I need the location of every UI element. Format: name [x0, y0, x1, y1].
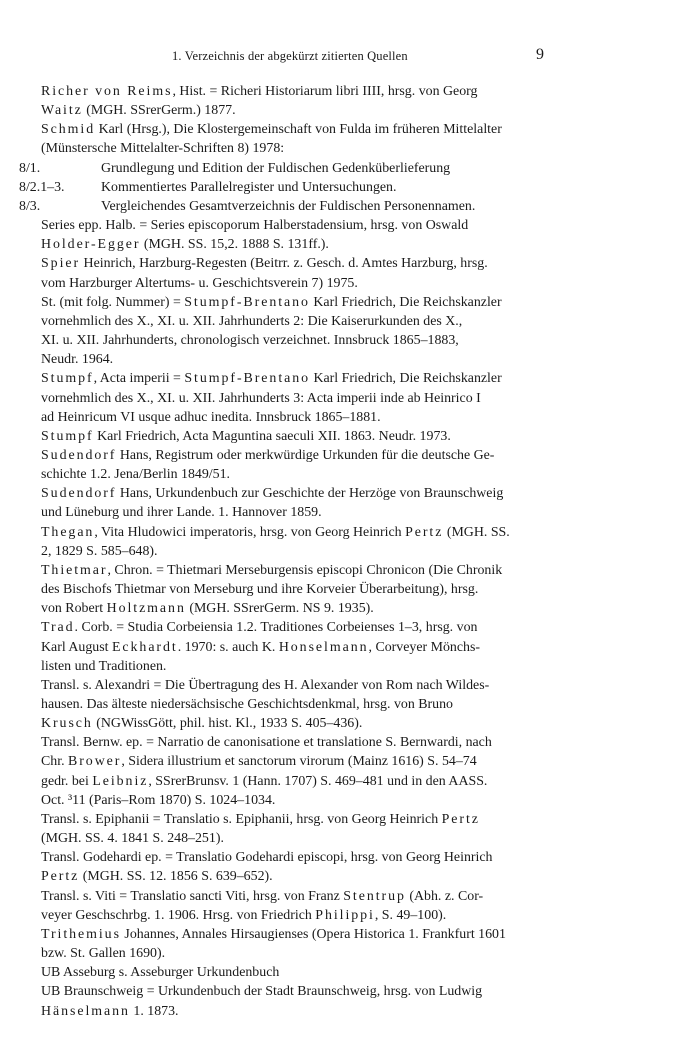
spaced-author-name: Brower — [68, 754, 122, 770]
entry-line — [41, 887, 548, 906]
entry-text: UB Asseburg s. Asseburger Urkundenbuch — [41, 965, 280, 981]
entry-text: (MGH. SS. — [443, 524, 510, 540]
entry-text: gedr. bei — [41, 773, 93, 789]
entry-text: (MGH. SSrerGerm. NS 9. 1935). — [185, 601, 374, 617]
entry-line — [41, 618, 548, 637]
spaced-author-name: Waitz — [41, 103, 83, 119]
entry-line — [41, 733, 548, 752]
bibliography-entry — [41, 446, 548, 484]
sub-volume-item — [19, 159, 548, 178]
entry-line — [41, 101, 548, 120]
spaced-author-name: Thietmar — [41, 562, 108, 578]
entry-line — [41, 944, 548, 963]
spaced-author-name: Trad — [41, 620, 75, 636]
entry-line — [41, 389, 548, 408]
sub-volume-number: 8/3. — [19, 198, 41, 214]
entry-line — [41, 446, 548, 465]
entry-text: Karl (Hrsg.), Die Klostergemeinschaft von Fulda im früheren Mittelalter — [95, 122, 502, 138]
entry-text: Transl. Godehardi ep. = Translatio Godehardi episcopi, hrsg. von Georg Heinrich — [41, 850, 493, 866]
spaced-author-name: Sudendorf — [41, 486, 117, 502]
entry-text: Neudr. 1964. — [41, 352, 114, 368]
running-head-title: 1. Verzeichnis der abgekürzt zitierten Quellen — [172, 49, 408, 63]
entry-text: Series epp. Halb. = Series episcoporum Halberstadensium, hrsg. von Oswald — [41, 218, 469, 234]
entry-text: vornehmlich des X., XI. u. XII. Jahrhunderts 2: Die Kaiserurkunden des X., — [41, 313, 463, 329]
page-number: 9 — [536, 46, 544, 63]
sub-volume-item — [19, 178, 548, 197]
entry-text: Transl. s. Viti = Translatio sancti Viti, hrsg. von Franz — [41, 888, 344, 904]
spaced-author-name: Philippi — [315, 907, 375, 923]
entry-line — [41, 848, 548, 867]
entry-text: , S. 49–100). — [374, 907, 447, 923]
running-head — [0, 47, 700, 67]
spaced-author-name: Stentrup — [343, 888, 406, 904]
bibliography-entry — [41, 216, 548, 254]
spaced-author-name: Stumpf-Brentano — [184, 371, 311, 387]
spaced-author-name: Richer von Reims — [41, 84, 173, 99]
bibliography-entry — [41, 676, 548, 733]
entry-line — [41, 599, 548, 618]
bibliography-entry — [41, 810, 548, 848]
spaced-author-name: Spier — [41, 256, 81, 272]
entry-line — [41, 810, 548, 829]
spaced-author-name: Hänselmann — [41, 1003, 130, 1019]
entry-text: vornehmlich des X., XI. u. XII. Jahrhunderts 3: Acta imperii inde ab Heinrico I — [41, 390, 481, 406]
entry-text: 2, 1829 S. 585–648). — [41, 543, 158, 559]
entry-text: des Bischofs Thietmar von Merseburg und ihre Korveier Überarbeitung), hrsg. — [41, 582, 479, 598]
entry-text: veyer Geschschrbg. 1. 1906. Hrsg. von Friedrich — [41, 907, 316, 923]
entry-line — [41, 427, 548, 446]
spaced-author-name: Schmid — [41, 122, 96, 138]
entry-line — [41, 408, 548, 427]
entry-text: Hans, Urkundenbuch zur Geschichte der Herzöge von Braunschweig — [116, 486, 504, 502]
spaced-author-name: Holtzmann — [106, 601, 186, 617]
entry-line — [41, 523, 548, 542]
bibliography-entry — [41, 254, 548, 292]
spaced-author-name: Eckhardt — [112, 639, 178, 655]
entry-text: Hans, Registrum oder merkwürdige Urkunden für die deutsche Ge- — [116, 447, 495, 463]
entry-text: Chr. — [41, 754, 69, 770]
entry-line — [41, 791, 548, 810]
entry-line — [41, 867, 548, 886]
entry-line — [41, 714, 548, 733]
bibliography-entry — [41, 733, 548, 810]
entry-line — [41, 484, 548, 503]
entry-text: , Acta imperii = — [93, 371, 185, 387]
entry-line — [41, 369, 548, 388]
spaced-author-name: Stumpf — [41, 371, 94, 387]
entry-line — [41, 829, 548, 848]
entry-text: (MGH. SS. 15,2. 1888 S. 131ff.). — [140, 237, 329, 253]
entry-text: (MGH. SS. 12. 1856 S. 639–652). — [79, 869, 273, 885]
entry-line — [41, 752, 548, 771]
entry-text: , Hist. = Richeri Historiarum libri IIII, hrsg. von Georg — [172, 84, 478, 99]
entry-text: ad Heinricum VI usque adhuc inedita. Innsbruck 1865–1881. — [41, 409, 381, 425]
bibliography-entry — [41, 618, 548, 675]
entry-text: , Chron. = Thietmari Merseburgensis episcopi Chronicon (Die Chronik — [107, 562, 503, 578]
spaced-author-name: Honselmann — [278, 639, 369, 655]
entry-line — [41, 676, 548, 695]
entry-text: Transl. Bernw. ep. = Narratio de canonisatione et translatione S. Bernwardi, nach — [41, 735, 492, 751]
entry-text: (Münstersche Mittelalter-Schriften 8) 1978: — [41, 141, 285, 157]
bibliography-entry — [19, 120, 548, 216]
entry-line — [41, 274, 548, 293]
sub-volume-title: Kommentiertes Parallelregister und Untersuchungen. — [101, 179, 397, 195]
entry-line — [41, 350, 548, 369]
entry-text: (NGWissGött, phil. hist. Kl., 1933 S. 405–436). — [92, 716, 363, 732]
entry-line — [41, 925, 548, 944]
spaced-author-name: Trithemius — [41, 926, 121, 942]
entry-text: und Lüneburg und ihrer Lande. 1. Hannover 1859. — [41, 505, 322, 521]
entry-line — [41, 312, 548, 331]
entry-text: . 1970: s. auch K. — [177, 639, 279, 655]
spaced-author-name: Thegan — [41, 524, 95, 540]
entry-line — [41, 561, 548, 580]
entry-text: Oct. ³11 (Paris–Rom 1870) S. 1024–1034. — [41, 792, 276, 808]
entry-line — [41, 638, 548, 657]
entry-text: . Corb. = Studia Corbeiensia 1.2. Traditiones Corbeienses 1–3, hrsg. von — [74, 620, 478, 636]
bibliography-entry — [41, 293, 548, 370]
entry-text: Karl Friedrich, Die Reichskanzler — [309, 294, 502, 310]
entry-text: Karl August — [41, 639, 112, 655]
entry-text: vom Harzburger Altertums- u. Geschichtsverein 7) 1975. — [41, 275, 358, 291]
bibliography-entry — [41, 561, 548, 618]
bibliography-entry — [41, 887, 548, 925]
entry-line — [41, 906, 548, 925]
bibliography-entry — [41, 982, 548, 1020]
entry-line — [41, 254, 548, 273]
bibliography-entry — [41, 848, 548, 886]
entry-line — [41, 542, 548, 561]
sub-volume-item — [19, 197, 548, 216]
entry-text: Johannes, Annales Hirsaugienses (Opera Historica 1. Frankfurt 1601 — [120, 926, 506, 942]
entry-line — [41, 772, 548, 791]
entry-text: St. (mit folg. Nummer) = — [41, 294, 185, 310]
entry-line — [41, 695, 548, 714]
entry-line — [41, 82, 548, 101]
entry-text: schichte 1.2. Jena/Berlin 1849/51. — [41, 467, 231, 483]
entry-text: Transl. s. Epiphanii = Translatio s. Epiphanii, hrsg. von Georg Heinrich — [41, 811, 442, 827]
spaced-author-name: Pertz — [41, 869, 80, 885]
spaced-author-name: Holder-Egger — [41, 237, 141, 253]
entry-line — [41, 465, 548, 484]
entry-text: hausen. Das älteste niedersächsische Geschichtsdenkmal, hrsg. von Bruno — [41, 697, 453, 712]
sub-volume-title: Grundlegung und Edition der Fuldischen Gedenküberlieferung — [101, 160, 451, 176]
entry-text: , Sidera illustrium et sanctorum virorum (Mainz 1616) S. 54–74 — [121, 754, 477, 770]
entry-line — [41, 963, 548, 982]
spaced-author-name: Sudendorf — [41, 447, 117, 463]
spaced-author-name: Stumpf-Brentano — [184, 294, 310, 310]
spaced-author-name: Pertz — [441, 811, 480, 827]
entry-text: Karl Friedrich, Acta Maguntina saeculi XII. 1863. Neudr. 1973. — [93, 428, 451, 444]
entry-text: Karl Friedrich, Die Reichskanzler — [310, 371, 502, 387]
entry-text: UB Braunschweig = Urkundenbuch der Stadt Braunschweig, hrsg. von Ludwig — [41, 984, 483, 1000]
spaced-author-name: Stumpf — [41, 428, 94, 444]
entry-text: von Robert — [41, 601, 107, 617]
entry-text: (MGH. SSrerGerm.) 1877. — [82, 103, 236, 119]
entry-text: (MGH. SS. 4. 1841 S. 248–251). — [41, 831, 224, 847]
sub-volume-number: 8/2.1–3. — [19, 179, 65, 195]
entry-line — [41, 216, 548, 235]
entry-text: , Vita Hludowici imperatoris, hrsg. von Georg Heinrich — [94, 524, 406, 540]
entry-line — [41, 1002, 548, 1021]
entry-text: (Abh. z. Cor- — [405, 888, 484, 904]
bibliography-entry — [41, 484, 548, 522]
entry-line — [41, 503, 548, 522]
bibliography-entry — [41, 427, 548, 446]
entry-text: listen und Traditionen. — [41, 658, 167, 674]
bibliography-entry — [41, 963, 548, 982]
bibliography-entry — [41, 925, 548, 963]
entry-text: , SSrerBrunsv. 1 (Hann. 1707) S. 469–481 und in den AASS. — [148, 773, 488, 789]
sub-volume-number: 8/1. — [19, 160, 41, 176]
bibliography-entry — [41, 369, 548, 426]
spaced-author-name: Krusch — [41, 716, 93, 732]
bibliography-list — [19, 82, 548, 1021]
entry-text: , Corveyer Mönchs- — [368, 639, 480, 655]
entry-text: Transl. s. Alexandri = Die Übertragung des H. Alexander von Rom nach Wildes- — [41, 677, 490, 693]
entry-line — [41, 657, 548, 676]
entry-line — [41, 331, 548, 350]
entry-text: Heinrich, Harzburg-Regesten (Beitrr. z. Gesch. d. Amtes Harzburg, hrsg. — [80, 256, 488, 272]
entry-text: 1. 1873. — [129, 1003, 179, 1019]
entry-line — [41, 982, 548, 1001]
spaced-author-name: Pertz — [405, 524, 444, 540]
spaced-author-name: Leibniz — [92, 773, 149, 789]
entry-line — [41, 580, 548, 599]
entry-line — [41, 293, 548, 312]
entry-text: XI. u. XII. Jahrhunderts, chronologisch verzeichnet. Innsbruck 1865–1883, — [41, 333, 459, 349]
entry-line — [41, 139, 548, 158]
bibliography-entry — [41, 523, 548, 561]
sub-volume-title: Vergleichendes Gesamtverzeichnis der Fuldischen Personennamen. — [101, 198, 476, 214]
entry-text: bzw. St. Gallen 1690). — [41, 946, 166, 962]
entry-line — [41, 120, 548, 139]
bibliography-entry — [41, 82, 548, 120]
entry-line — [41, 235, 548, 254]
